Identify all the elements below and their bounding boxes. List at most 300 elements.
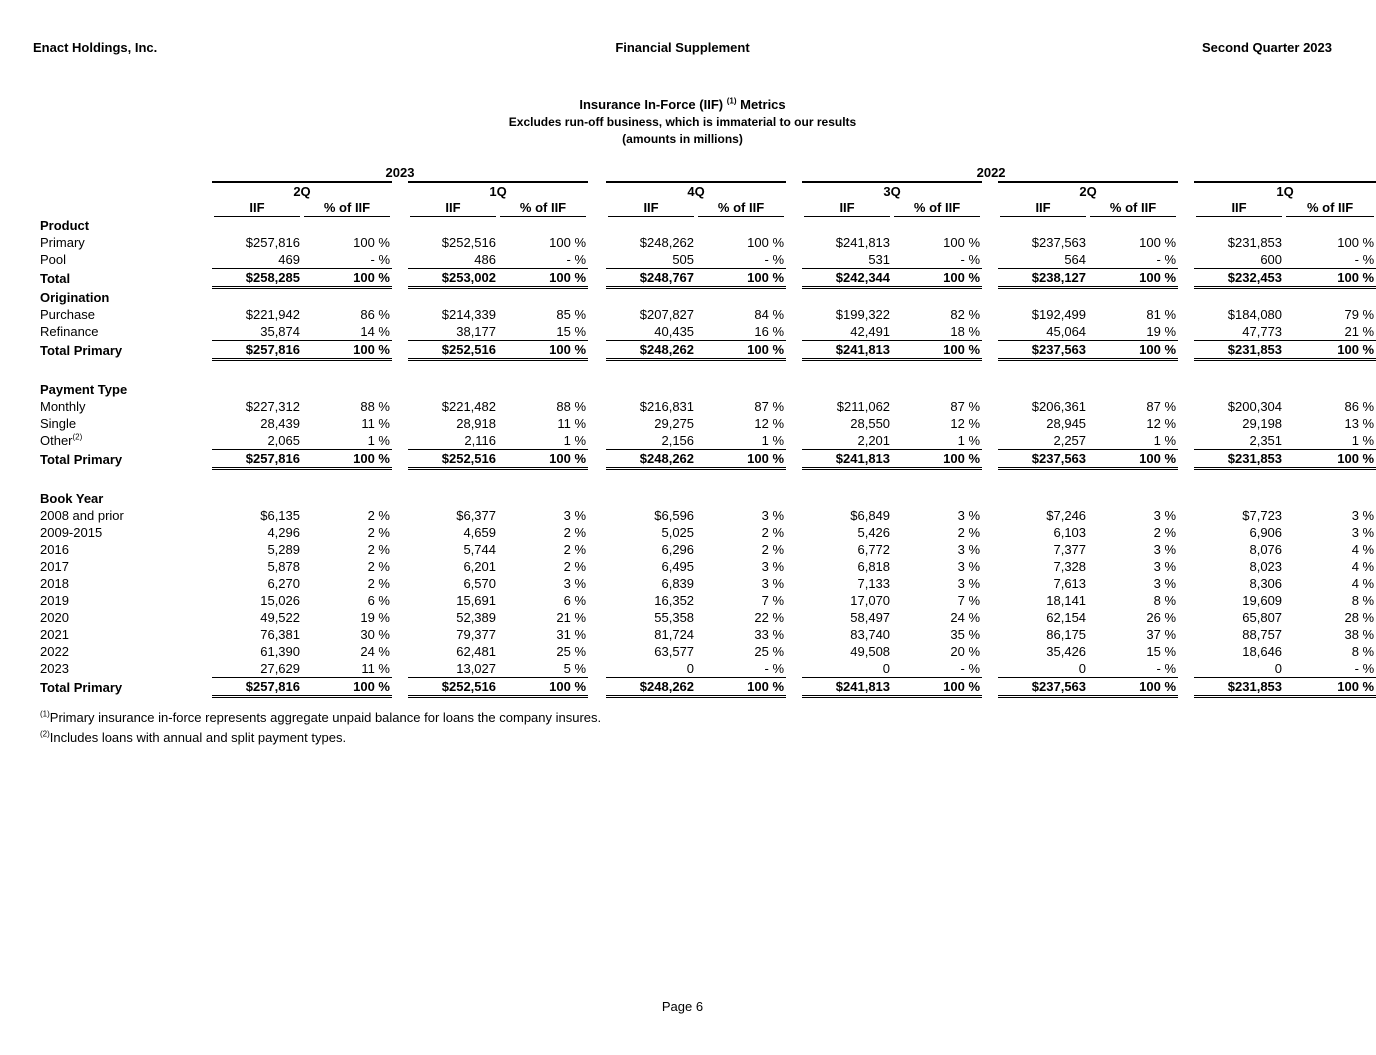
pct-value: 8 % [1351, 644, 1375, 659]
row-label [38, 323, 212, 341]
pct-value: 4 % [1351, 576, 1375, 591]
pct-value: 11 % [361, 416, 390, 431]
pct-value: 21 % [556, 610, 587, 625]
col-header-iif [212, 200, 302, 217]
iif-value: 2,201 [857, 433, 891, 448]
iif-value: 6,906 [1249, 525, 1283, 540]
iif-value: $199,322 [835, 307, 891, 322]
iif-value: $257,816 [212, 450, 302, 469]
pct-value: 7 % [761, 593, 785, 608]
pct-value: 12 % [754, 416, 785, 431]
row-label [38, 558, 212, 575]
row-label [38, 432, 212, 450]
spacer-cell [392, 398, 408, 415]
iif-value: 18,141 [1046, 593, 1087, 608]
row-label-text: 2018 [40, 576, 69, 591]
iif-value: $248,262 [606, 341, 696, 360]
spacer-cell [1178, 592, 1194, 609]
company-name: Enact Holdings, Inc. [33, 40, 158, 55]
iif-value: 600 [1260, 252, 1283, 267]
section-title: Origination [40, 290, 110, 305]
spacer-cell [786, 432, 802, 450]
iif-value: 0 [882, 661, 891, 676]
col-header-pct-label: % of IIF [304, 200, 390, 217]
iif-value: $207,827 [639, 307, 695, 322]
pct-value: 79 % [1344, 307, 1375, 322]
pct-value: 1 % [761, 433, 785, 448]
iif-value: 486 [474, 252, 496, 267]
pct-value: 37 % [1146, 627, 1177, 642]
total-label: Total Primary [40, 342, 123, 358]
quarter-header-row [38, 182, 1376, 200]
spacer-cell [588, 251, 606, 269]
spacer-cell [392, 541, 408, 558]
iif-value: $7,246 [1046, 508, 1087, 523]
spacer-cell [982, 660, 998, 678]
pct-value: 100 % [1337, 235, 1375, 250]
pct-value: 11 % [557, 416, 587, 431]
iif-value: 49,522 [260, 610, 300, 625]
iif-value: 2,116 [464, 433, 496, 448]
row-label-text: 2020 [40, 610, 69, 625]
spacer-cell [1178, 182, 1194, 200]
spacer-cell [1178, 507, 1194, 524]
pct-value: 100 % [943, 235, 981, 250]
iif-value: $221,942 [245, 307, 300, 322]
pct-value: 100 % [1088, 269, 1178, 288]
spacer-row [38, 469, 1376, 491]
pct-value: 100 % [696, 341, 786, 360]
iif-value: $214,339 [441, 307, 496, 322]
footnote-2-marker: (2) [40, 729, 50, 739]
pct-value: 19 % [360, 610, 390, 625]
iif-value: $248,262 [639, 235, 695, 250]
iif-value: 15,026 [260, 593, 300, 608]
col-header-pct-label: % of IIF [500, 200, 586, 217]
iif-value: $248,767 [606, 269, 696, 288]
iif-value: 65,807 [1242, 610, 1283, 625]
section-header-row [38, 381, 1376, 398]
row-label [38, 592, 212, 609]
spacer-cell [588, 415, 606, 432]
quarter-header: 3Q [802, 182, 982, 200]
total-row [38, 678, 1376, 697]
iif-value: $231,853 [1194, 341, 1284, 360]
pct-value: 3 % [957, 542, 981, 557]
row-label-text: 2008 and prior [40, 508, 124, 523]
iif-value: 55,358 [654, 610, 695, 625]
pct-value: 100 % [1088, 450, 1178, 469]
pct-value: 100 % [549, 235, 587, 250]
table-title-end: Metrics [740, 97, 786, 112]
spacer-cell [588, 541, 606, 558]
pct-value: 8 % [1351, 593, 1375, 608]
spacer-cell [588, 643, 606, 660]
iif-value: 52,389 [456, 610, 496, 625]
spacer-cell [982, 609, 998, 626]
pct-value: - % [566, 252, 587, 267]
iif-value: 7,328 [1053, 559, 1087, 574]
footnote-1-marker: (1) [40, 709, 50, 719]
pct-value: 2 % [761, 525, 785, 540]
iif-value: 45,064 [1046, 324, 1087, 339]
pct-value: 84 % [754, 307, 785, 322]
spacer-cell [588, 626, 606, 643]
pct-value: 21 % [1344, 324, 1375, 339]
total-label: Total Primary [40, 451, 123, 467]
spacer-cell [392, 660, 408, 678]
iif-value: $200,304 [1227, 399, 1283, 414]
pct-value: 2 % [761, 542, 785, 557]
pct-value: 3 % [761, 508, 785, 523]
col-header-pct-label: % of IIF [1090, 200, 1176, 217]
spacer-cell [392, 182, 408, 200]
pct-value: 100 % [498, 450, 588, 469]
pct-value: 3 % [957, 559, 981, 574]
iif-value: 5,426 [857, 525, 891, 540]
pct-value: 3 % [957, 508, 981, 523]
spacer-cell [786, 269, 802, 288]
section-title: Book Year [40, 491, 104, 506]
spacer-cell [982, 450, 998, 469]
section-header-row [38, 288, 1376, 307]
spacer-cell [982, 678, 998, 697]
spacer-cell [1178, 398, 1194, 415]
iif-value: $6,596 [654, 508, 695, 523]
iif-value: 16,352 [654, 593, 695, 608]
spacer-cell [786, 592, 802, 609]
spacer-cell [982, 541, 998, 558]
spacer-cell [786, 415, 802, 432]
year-header-2023: 2023 [385, 165, 415, 180]
pct-value: 35 % [950, 627, 981, 642]
iif-value: 28,439 [260, 416, 300, 431]
row-label-text: Refinance [40, 324, 99, 340]
iif-value: $241,813 [835, 235, 891, 250]
col-header-iif-label: IIF [410, 200, 496, 217]
spacer-cell [982, 200, 998, 217]
iif-value: 505 [672, 252, 695, 267]
spacer-cell [392, 524, 408, 541]
iif-value: 17,070 [850, 593, 891, 608]
pct-value: 88 % [556, 399, 587, 414]
row-label [38, 251, 212, 269]
report-period: Second Quarter 2023 [1201, 40, 1332, 55]
spacer-cell [392, 251, 408, 269]
iif-value: 6,818 [857, 559, 891, 574]
col-header-pct [1284, 200, 1376, 217]
spacer-cell [392, 643, 408, 660]
pct-value: 2 % [957, 525, 981, 540]
pct-value: 1 % [1153, 433, 1177, 448]
iif-value: 0 [1274, 661, 1283, 676]
spacer-cell [786, 251, 802, 269]
spacer-cell [588, 398, 606, 415]
iif-value: $253,002 [408, 269, 498, 288]
iif-value: 6,201 [463, 559, 496, 574]
iif-value: 76,381 [260, 627, 300, 642]
pct-value: 22 % [754, 610, 785, 625]
iif-value: 0 [1078, 661, 1087, 676]
spacer-cell [1178, 432, 1194, 450]
pct-value: 86 % [360, 307, 390, 322]
column-header-row [38, 200, 1376, 217]
pct-value: 100 % [302, 341, 392, 360]
iif-value: 79,377 [456, 627, 496, 642]
pct-value: - % [764, 661, 785, 676]
footnote-1 [40, 710, 601, 725]
iif-value: $252,516 [408, 341, 498, 360]
pct-value: 6 % [367, 593, 390, 608]
pct-value: 8 % [1153, 593, 1177, 608]
col-header-pct [1088, 200, 1178, 217]
table-row [38, 660, 1376, 678]
spacer-cell [1178, 660, 1194, 678]
iif-value: 58,497 [850, 610, 891, 625]
row-label [38, 626, 212, 643]
row-label-text: Purchase [40, 307, 95, 322]
iif-value: 62,481 [456, 644, 496, 659]
table-row [38, 541, 1376, 558]
footnote-1-text: Primary insurance in-force represents aggregate unpaid balance for loans the company insures. [49, 710, 602, 725]
quarter-header: 2Q [998, 182, 1178, 200]
pct-value: 2 % [367, 542, 390, 557]
pct-value: 3 % [1351, 508, 1375, 523]
pct-value: 31 % [556, 627, 587, 642]
spacer-cell [1178, 450, 1194, 469]
pct-value: - % [1156, 252, 1177, 267]
pct-value: 100 % [696, 269, 786, 288]
iif-value: 7,377 [1053, 542, 1087, 557]
pct-value: 87 % [754, 399, 785, 414]
spacer-cell [588, 164, 606, 182]
iif-value: $257,816 [212, 678, 302, 697]
table-row [38, 643, 1376, 660]
quarter-header: 1Q [408, 182, 588, 200]
section-title: Payment Type [40, 382, 128, 397]
spacer-cell [392, 323, 408, 341]
row-label-footnote-ref: (2) [72, 432, 83, 442]
table-row [38, 575, 1376, 592]
iif-value: 13,027 [456, 661, 496, 676]
iif-value: 531 [868, 252, 891, 267]
spacer-cell [588, 507, 606, 524]
spacer-cell [786, 450, 802, 469]
iif-value: $237,563 [998, 678, 1088, 697]
pct-value: 3 % [1153, 576, 1177, 591]
iif-value: 35,874 [260, 324, 300, 339]
spacer-cell [1178, 341, 1194, 360]
iif-value: 42,491 [850, 324, 891, 339]
table-row [38, 251, 1376, 269]
spacer-cell [1178, 609, 1194, 626]
pct-value: 100 % [892, 269, 982, 288]
pct-value: 28 % [1344, 610, 1375, 625]
row-label-text: 2022 [40, 644, 69, 659]
iif-value: 2,156 [661, 433, 695, 448]
pct-value: 88 % [360, 399, 390, 414]
spacer-cell [982, 432, 998, 450]
iif-value: $206,361 [1031, 399, 1087, 414]
quarter-header: 1Q [1194, 182, 1376, 200]
spacer-cell [982, 558, 998, 575]
iif-value: 2,257 [1053, 433, 1087, 448]
row-label [38, 541, 212, 558]
pct-value: 1 % [367, 433, 390, 448]
pct-value: 1 % [957, 433, 981, 448]
row-label-text: 2023 [40, 661, 69, 677]
col-header-pct [302, 200, 392, 217]
spacer-cell [392, 432, 408, 450]
spacer-cell [1178, 524, 1194, 541]
iif-table-body [38, 164, 1376, 697]
pct-value: 100 % [302, 678, 392, 697]
spacer-cell [392, 234, 408, 251]
iif-value: $252,516 [441, 235, 496, 250]
iif-value: $248,262 [606, 450, 696, 469]
iif-value: 86,175 [1046, 627, 1087, 642]
iif-value: 6,839 [661, 576, 695, 591]
iif-value: 62,154 [1046, 610, 1087, 625]
row-label-text: Single [40, 416, 77, 431]
iif-value: 7,613 [1053, 576, 1087, 591]
pct-value: 86 % [1344, 399, 1375, 414]
iif-value: 63,577 [654, 644, 695, 659]
iif-value: 5,744 [463, 542, 496, 557]
col-header-iif-label: IIF [1196, 200, 1282, 217]
spacer-cell [1178, 643, 1194, 660]
spacer-cell [786, 341, 802, 360]
spacer-cell [982, 251, 998, 269]
spacer-cell [392, 200, 408, 217]
spacer-cell [1178, 251, 1194, 269]
iif-value: $238,127 [998, 269, 1088, 288]
spacer-cell [392, 558, 408, 575]
iif-value: 6,495 [661, 559, 695, 574]
spacer-cell [982, 575, 998, 592]
pct-value: - % [960, 252, 981, 267]
iif-value: 5,878 [267, 559, 300, 574]
iif-value: 6,570 [463, 576, 496, 591]
iif-value: 5,025 [661, 525, 695, 540]
spacer-cell [588, 234, 606, 251]
table-row [38, 592, 1376, 609]
iif-value: 29,275 [654, 416, 695, 431]
pct-value: 25 % [556, 644, 587, 659]
spacer-cell [982, 269, 998, 288]
spacer-cell [588, 524, 606, 541]
spacer-cell [392, 609, 408, 626]
table-title-block [0, 95, 1365, 148]
spacer-cell [1178, 541, 1194, 558]
spacer-cell [786, 524, 802, 541]
spacer-cell [392, 626, 408, 643]
iif-value: 28,945 [1046, 416, 1087, 431]
iif-value: 27,629 [260, 661, 300, 676]
spacer-cell [588, 323, 606, 341]
spacer-cell [1178, 415, 1194, 432]
section-header-row [38, 490, 1376, 507]
iif-value: 81,724 [654, 627, 695, 642]
col-header-pct-label: % of IIF [698, 200, 784, 217]
row-label [38, 507, 212, 524]
table-title-footnote-ref: (1) [726, 96, 737, 106]
table-row [38, 609, 1376, 626]
row-label-text: 2017 [40, 559, 69, 574]
pct-value: 100 % [892, 341, 982, 360]
col-header-iif [802, 200, 892, 217]
spacer-cell [982, 306, 998, 323]
pct-value: 100 % [1139, 235, 1177, 250]
spacer-cell [786, 182, 802, 200]
table-row [38, 507, 1376, 524]
pct-value: 81 % [1146, 307, 1177, 322]
iif-value: 2,351 [1249, 433, 1283, 448]
spacer-cell [392, 415, 408, 432]
pct-value: 1 % [1351, 433, 1375, 448]
iif-value: 564 [1064, 252, 1087, 267]
iif-value: 0 [686, 661, 695, 676]
spacer-cell [982, 592, 998, 609]
row-label [38, 398, 212, 415]
row-label [38, 609, 212, 626]
spacer-cell [786, 678, 802, 697]
table-row [38, 524, 1376, 541]
spacer-cell [392, 450, 408, 469]
iif-value: $232,453 [1194, 269, 1284, 288]
table-row [38, 558, 1376, 575]
spacer-cell [392, 575, 408, 592]
pct-value: 24 % [360, 644, 390, 659]
col-header-pct [892, 200, 982, 217]
col-header-pct [498, 200, 588, 217]
table-row [38, 626, 1376, 643]
iif-value: $237,563 [998, 450, 1088, 469]
spacer-cell [392, 269, 408, 288]
pct-value: 100 % [892, 450, 982, 469]
iif-value: $241,813 [802, 341, 892, 360]
row-label-text: 2021 [40, 627, 69, 642]
spacer-cell [1178, 323, 1194, 341]
spacer-cell [392, 306, 408, 323]
table-subtitle: Excludes run-off business, which is immaterial to our results [508, 115, 857, 129]
iif-value: $6,849 [850, 508, 891, 523]
iif-value: 469 [278, 252, 300, 267]
spacer-cell [786, 643, 802, 660]
spacer-cell [588, 182, 606, 200]
page-number: Page 6 [661, 999, 704, 1014]
iif-value: 7,133 [857, 576, 891, 591]
iif-value: $6,377 [456, 508, 496, 523]
spacer-cell [1178, 558, 1194, 575]
pct-value: 100 % [498, 269, 588, 288]
spacer-cell [392, 678, 408, 697]
table-units-note: (amounts in millions) [622, 132, 743, 146]
spacer-cell [786, 323, 802, 341]
spacer-cell [588, 558, 606, 575]
col-header-iif-label: IIF [608, 200, 694, 217]
spacer-cell [982, 182, 998, 200]
pct-value: 12 % [950, 416, 981, 431]
iif-value: $241,813 [802, 678, 892, 697]
pct-value: 100 % [1284, 269, 1376, 288]
quarter-header: 2Q [212, 182, 392, 200]
spacer-cell [392, 507, 408, 524]
iif-value: $258,285 [212, 269, 302, 288]
spacer-cell [1178, 575, 1194, 592]
pct-value: 1 % [563, 433, 587, 448]
pct-value: - % [1354, 661, 1375, 676]
